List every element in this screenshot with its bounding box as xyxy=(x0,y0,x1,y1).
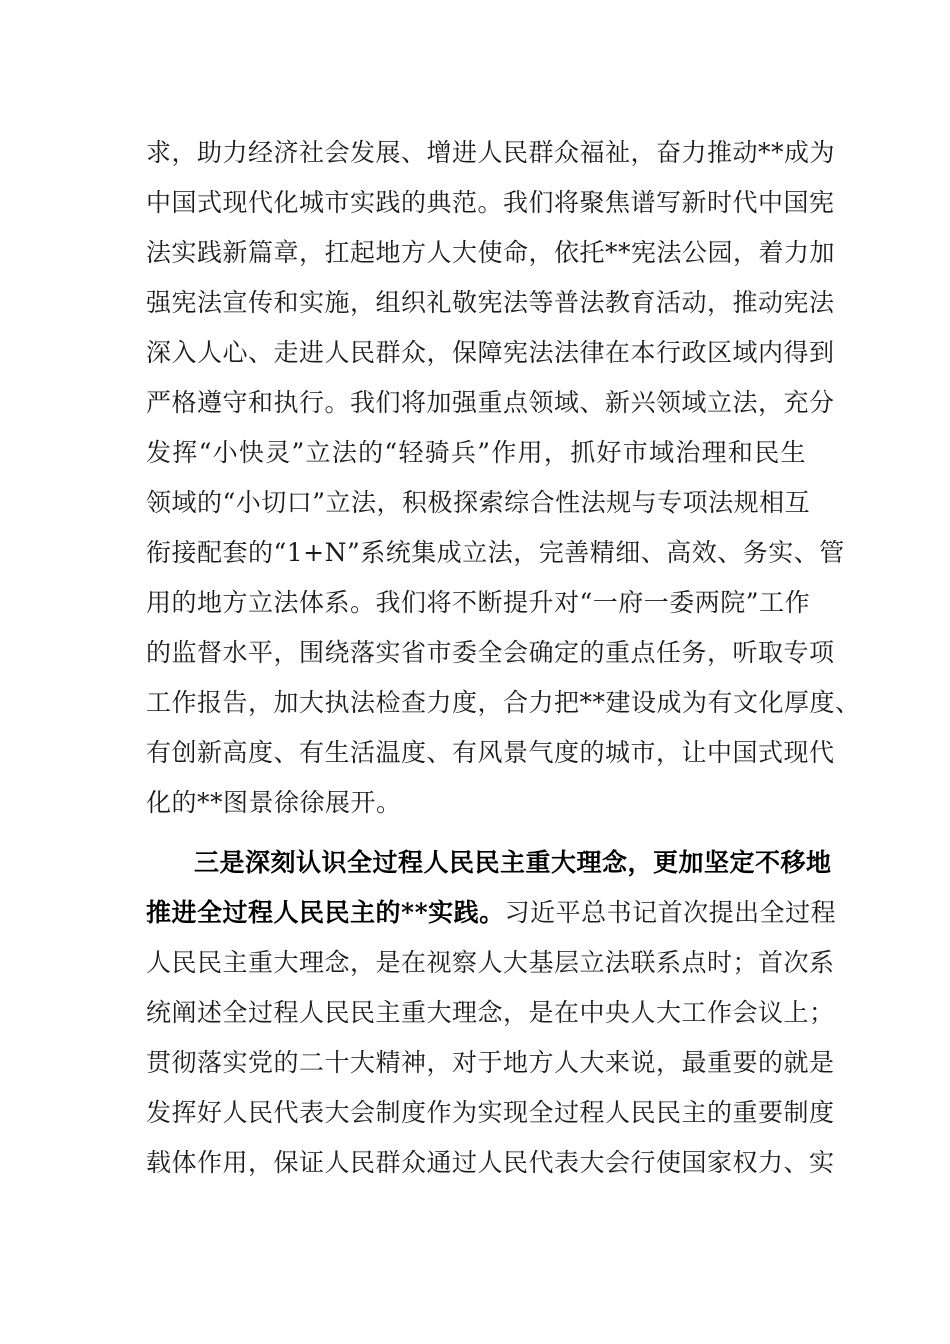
text-line: 用的地方立法体系。我们将不断提升对“一府一委两院”工作 xyxy=(146,588,811,617)
text-line: 贯彻落实党的二十大精神，对于地方人大来说，最重要的就是 xyxy=(146,1048,835,1077)
section-heading-line: 三是深刻认识全过程人民民主重大理念，更加坚定不移地 xyxy=(194,848,832,877)
text-run: 习近平总书记首次提出全过程 xyxy=(504,898,837,927)
text-line-mixed xyxy=(146,893,837,933)
text-line: 工作报告，加大执法检查力度，合力把**建设成为有文化厚度、 xyxy=(146,688,861,717)
text-line: 深入人心、走进人民群众，保障宪法法律在本行政区域内得到 xyxy=(146,338,835,367)
text-line: 化的**图景徐徐展开。 xyxy=(146,788,402,817)
text-line: 领域的“小切口”立法，积极探索综合性法规与专项法规相互 xyxy=(146,488,811,517)
text-line: 有创新高度、有生活温度、有风景气度的城市，让中国式现代 xyxy=(146,738,835,767)
text-line: 发挥“小快灵”立法的“轻骑兵”作用，抓好市域治理和民生 xyxy=(146,438,806,467)
text-line: 统阐述全过程人民民主重大理念，是在中央人大工作会议上； xyxy=(146,998,835,1027)
text-line: 人民民主重大理念，是在视察人大基层立法联系点时；首次系 xyxy=(146,948,835,977)
text-line: 中国式现代化城市实践的典范。我们将聚焦谱写新时代中国宪 xyxy=(146,188,835,217)
text-line: 求，助力经济社会发展、增进人民群众福祉，奋力推动**成为 xyxy=(146,138,836,167)
text-line: 的监督水平，围绕落实省市委全会确定的重点任务，听取专项 xyxy=(146,638,835,667)
text-line: 衔接配套的“1+N”系统集成立法，完善精细、高效、务实、管 xyxy=(146,538,845,567)
text-line: 法实践新篇章，扛起地方人大使命，依托**宪法公园，着力加 xyxy=(146,238,836,267)
section-heading-end: 推进全过程人民民主的**实践。 xyxy=(146,898,505,927)
text-line: 强宪法宣传和实施，组织礼敬宪法等普法教育活动，推动宪法 xyxy=(146,288,835,317)
text-line: 发挥好人民代表大会制度作为实现全过程人民民主的重要制度 xyxy=(146,1098,835,1127)
text-line: 载体作用，保证人民群众通过人民代表大会行使国家权力、实 xyxy=(146,1148,835,1177)
text-line: 严格遵守和执行。我们将加强重点领域、新兴领域立法，充分 xyxy=(146,388,835,417)
